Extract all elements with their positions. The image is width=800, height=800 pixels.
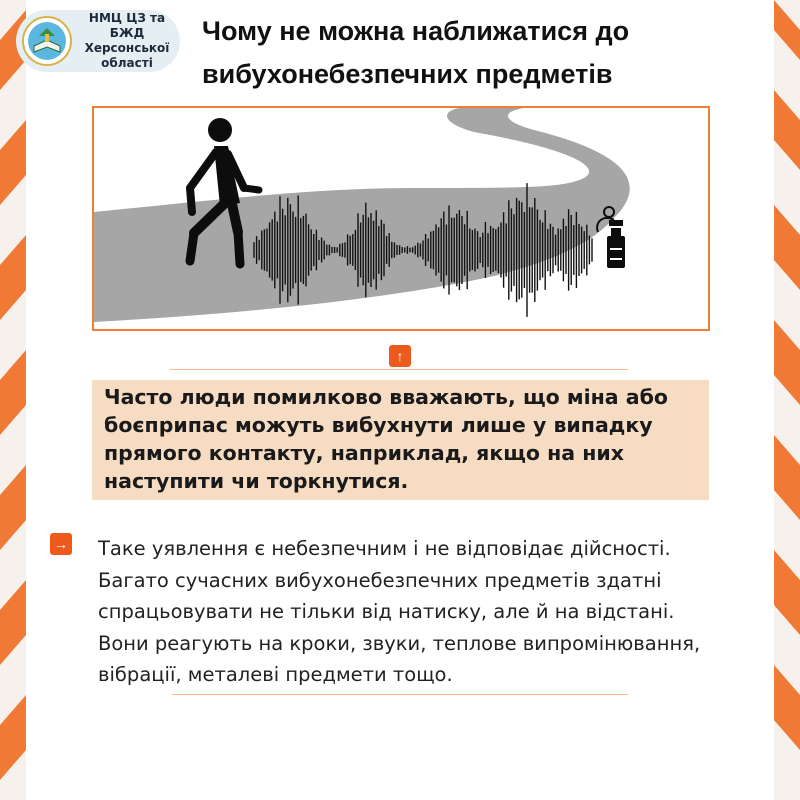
body-line: вібрації, металеві предмети тощо. — [98, 663, 453, 686]
road-shape — [94, 108, 630, 322]
organization-name — [78, 11, 176, 71]
callout-text — [104, 383, 704, 495]
callout-box — [92, 380, 709, 500]
title-line: Чому не можна наближатися до — [202, 16, 630, 46]
divider-line — [170, 369, 628, 370]
right-striped-border — [774, 0, 800, 800]
right-arrow-icon: → — [50, 533, 72, 555]
body-line: Багато сучасних вибухонебезпечних предметів здатні — [98, 568, 662, 592]
bottom-divider-line — [172, 694, 628, 695]
callout-line: Часто люди помилково вважають, що міна або — [104, 385, 668, 409]
org-line: НМЦ ЦЗ та БЖД — [88, 11, 166, 40]
organization-logo-icon — [22, 16, 72, 66]
left-striped-border — [0, 0, 26, 800]
page-title — [202, 10, 762, 96]
illustration — [94, 108, 708, 329]
organization-badge — [16, 10, 180, 72]
up-arrow-icon: ↑ — [389, 345, 411, 367]
org-line: Херсонської — [84, 41, 170, 55]
illustration-frame — [92, 106, 710, 331]
body-line: Таке уявлення є небезпечним і не відповідає дійсності. — [98, 537, 671, 560]
callout-line: прямого контакту, наприклад, якщо на них — [104, 441, 625, 465]
org-line: області — [101, 56, 153, 70]
callout-line: наступити чи торкнутися. — [104, 469, 409, 493]
body-line: Вони реагують на кроки, звуки, теплове випромінювання, — [98, 631, 701, 655]
body-line: спрацьовувати не тільки від натиску, але й на відстані. — [98, 600, 675, 623]
title-line: вибухонебезпечних предметів — [202, 59, 613, 89]
body-paragraph — [98, 533, 758, 691]
callout-line: боєприпас можуть вибухнути лише у випадку — [104, 413, 653, 437]
